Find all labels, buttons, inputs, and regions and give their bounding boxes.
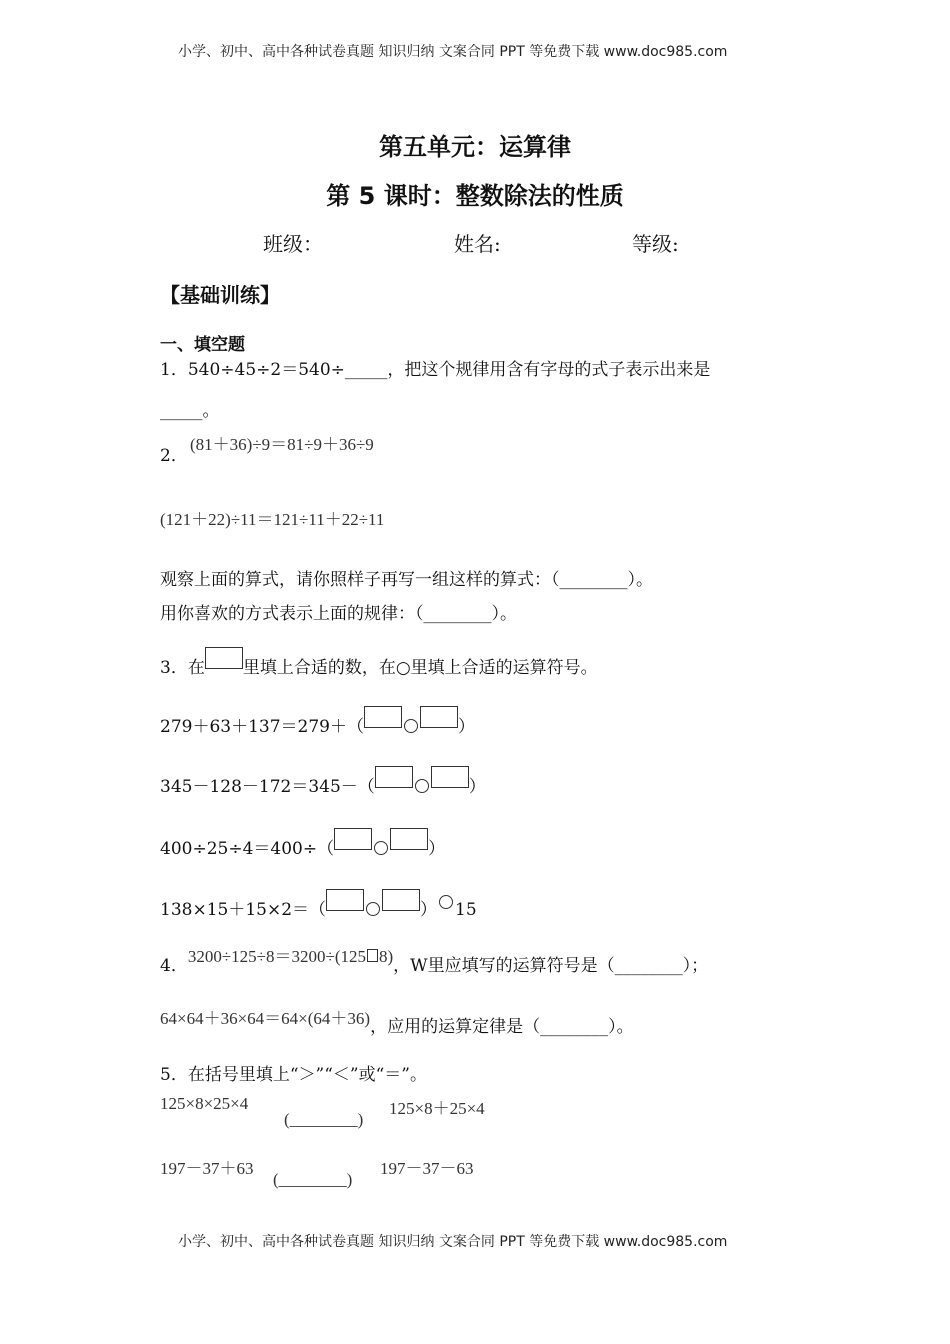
page-header: 小学、初中、高中各种试卷真题 知识归纳 文案合同 PPT 等免费下载 www.doc985.com	[178, 44, 728, 60]
answer-box[interactable]	[431, 766, 469, 788]
operator-circle[interactable]	[366, 902, 380, 916]
q4-eq1-part-b: 8)	[378, 947, 394, 966]
section-heading: 【基础训练】	[160, 283, 280, 307]
q2-equation-1: (81＋36)÷9＝81÷9＋36÷9	[190, 435, 374, 454]
q3-instruction	[160, 647, 598, 678]
q3-row-1	[160, 706, 475, 737]
answer-box[interactable]	[390, 828, 428, 850]
answer-box[interactable]	[326, 889, 364, 911]
q1-line2: _____。	[160, 401, 220, 421]
answer-box[interactable]	[420, 706, 458, 728]
q3-row-1-left: 279＋63＋137＝279＋（	[160, 717, 364, 737]
page-footer: 小学、初中、高中各种试卷真题 知识归纳 文案合同 PPT 等免费下载 www.doc985.com	[178, 1234, 728, 1250]
part-heading: 一、填空题	[160, 335, 245, 355]
answer-box[interactable]	[364, 706, 402, 728]
q4-eq1-part-a: 3200÷125÷8＝3200÷(125	[187, 947, 366, 966]
q5-b-blank[interactable]: (________)	[273, 1170, 353, 1189]
close-paren: ）	[428, 839, 446, 859]
name-label: 姓名:	[454, 232, 501, 256]
unit-title: 第五单元：运算律	[379, 133, 571, 161]
q3-post: 里填上合适的数，在○里填上合适的运算符号。	[242, 658, 598, 678]
operator-box[interactable]	[367, 949, 378, 962]
grade-label: 等级:	[632, 232, 679, 256]
lesson-title: 第 5 课时：整数除法的性质	[326, 182, 624, 210]
answer-box[interactable]	[334, 828, 372, 850]
q3-row-4-tail: 15	[455, 900, 477, 920]
operator-circle[interactable]	[374, 841, 388, 855]
q1-line1: 1．540÷45÷2＝540÷_____，把这个规律用含有字母的式子表示出来是	[160, 360, 711, 380]
q4-row-1	[160, 947, 709, 976]
q5-instruction: 5．在括号里填上“＞”“＜”或“＝”。	[160, 1065, 427, 1085]
q3-row-2	[160, 766, 486, 797]
q3-row-3	[160, 828, 445, 859]
q3-row-2-left: 345－128－172＝345－（	[160, 777, 375, 797]
class-label: 班级：	[263, 232, 323, 256]
q5-a-left: 125×8×25×4	[160, 1094, 249, 1113]
q4-equation-1	[188, 947, 393, 966]
q4-row-2	[160, 1009, 634, 1037]
q5-a-blank[interactable]: (________)	[284, 1110, 364, 1129]
q2-line2: 用你喜欢的方式表示上面的规律：（________）。	[160, 604, 517, 624]
q4-text-2: ，应用的运算定律是（________）。	[370, 1017, 634, 1037]
q2-equation-2: (121＋22)÷11＝121÷11＋22÷11	[160, 510, 385, 529]
close-paren: ）	[468, 777, 486, 797]
operator-circle[interactable]	[415, 779, 429, 793]
answer-box	[205, 647, 243, 669]
q5-a-right: 125×8＋25×4	[389, 1099, 485, 1118]
answer-box[interactable]	[382, 889, 420, 911]
operator-circle[interactable]	[439, 895, 453, 909]
close-paren: ）	[457, 717, 475, 737]
q3-row-4	[160, 889, 477, 920]
operator-circle[interactable]	[404, 719, 418, 733]
q5-b-right: 197－37－63	[380, 1159, 474, 1178]
q5-b-left: 197－37＋63	[160, 1159, 254, 1178]
q4-number: 4．	[160, 956, 188, 976]
q2-number: 2．	[160, 446, 188, 466]
q3-pre: 3．在	[160, 658, 205, 678]
q4-equation-2: 64×64＋36×64＝64×(64＋36)	[160, 1009, 371, 1028]
q2-line1: 观察上面的算式，请你照样子再写一组这样的算式：（________）。	[160, 570, 653, 590]
q3-row-4-left: 138×15＋15×2＝（	[160, 900, 327, 920]
q4-text-1: ，W里应填写的运算符号是（________）；	[393, 956, 709, 976]
q3-row-3-left: 400÷25÷4＝400÷（	[160, 839, 335, 859]
close-paren: ）	[420, 900, 438, 920]
answer-box[interactable]	[375, 766, 413, 788]
